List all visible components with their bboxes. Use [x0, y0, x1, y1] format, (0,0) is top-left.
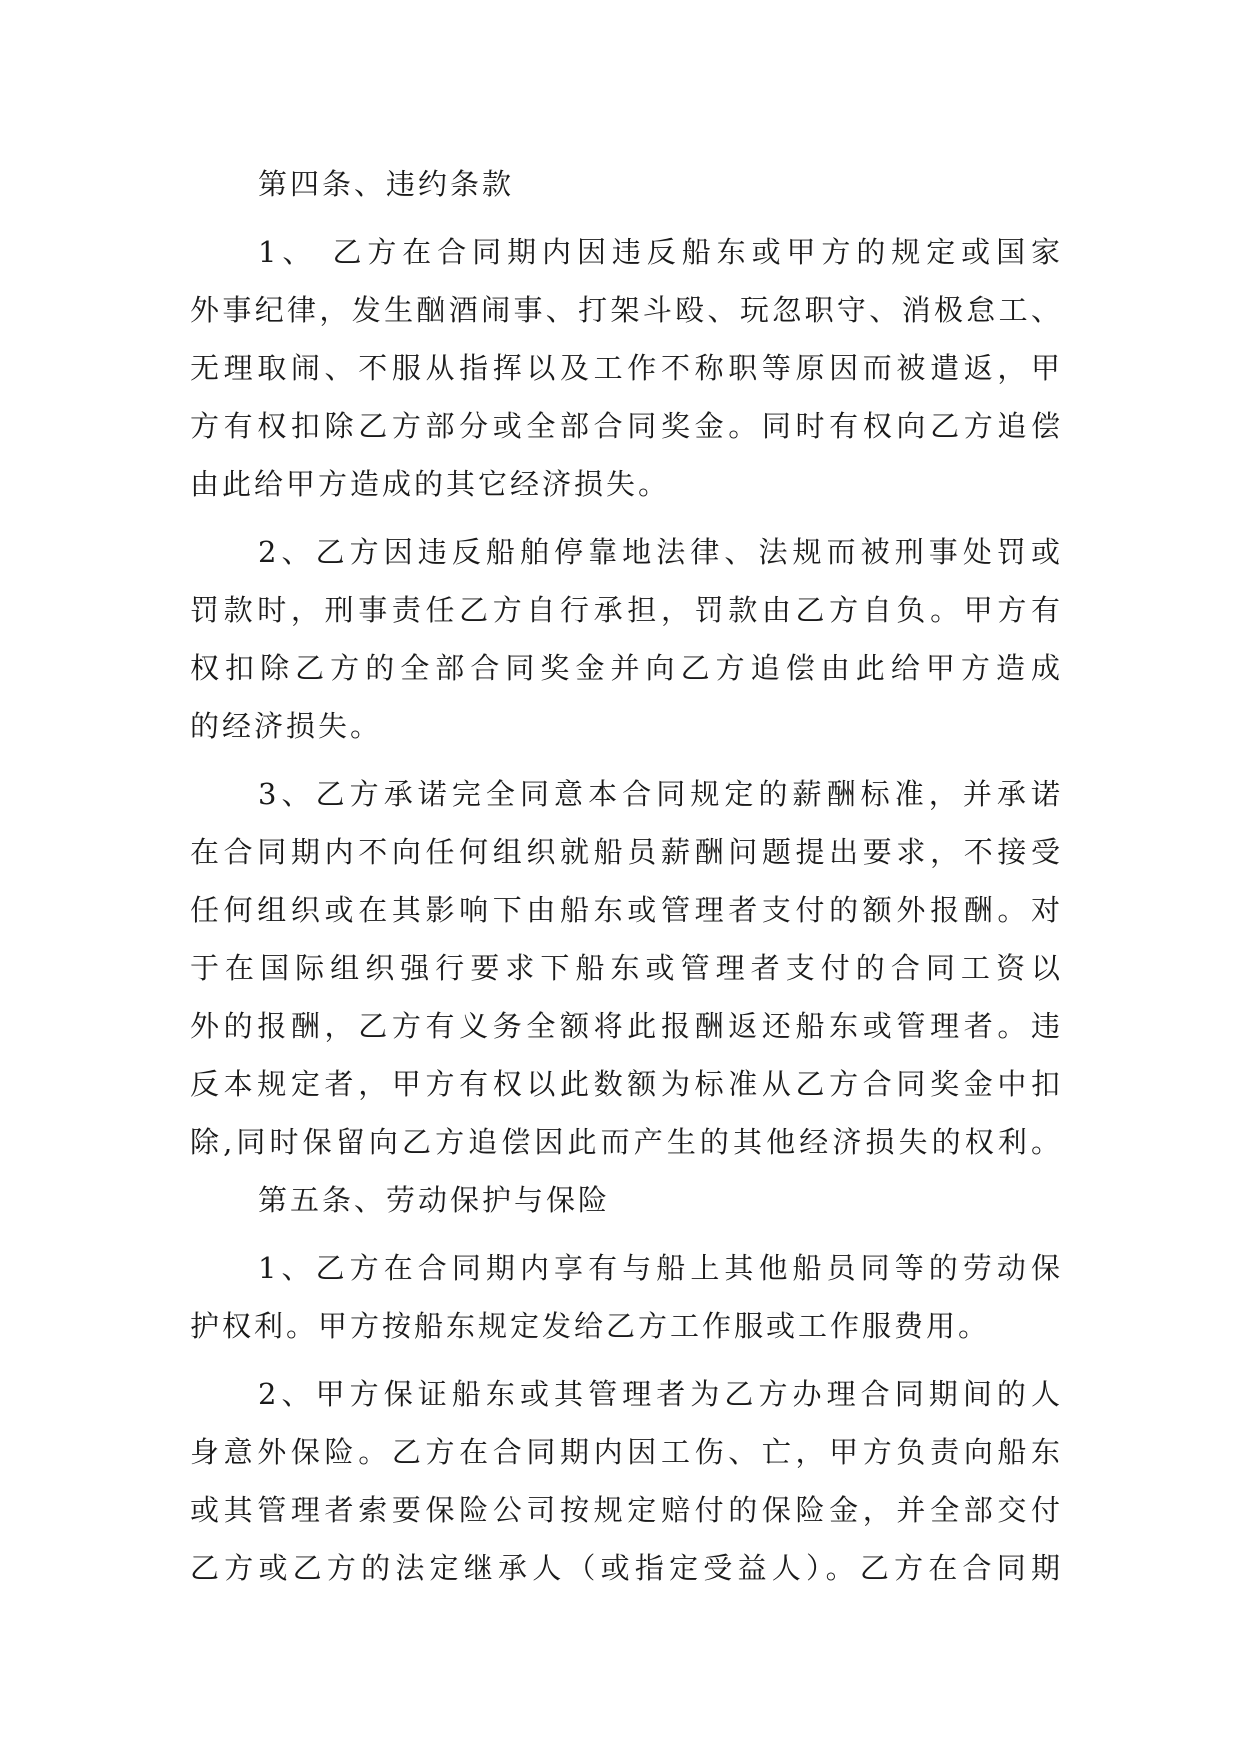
paragraph-5-1 [190, 1239, 1060, 1355]
paragraph-line: 反本规定者，甲方有权以此数额为标准从乙方合同奖金中扣 [190, 1067, 1060, 1101]
paragraph-4-1 [190, 223, 1060, 513]
paragraph-line: 护权利。甲方按船东规定发给乙方工作服或工作服费用。 [190, 1309, 991, 1343]
paragraph-line: 外的报酬，乙方有义务全额将此报酬返还船东或管理者。违 [190, 1009, 1060, 1043]
paragraph-4-2 [190, 523, 1060, 755]
paragraph-line: 乙方或乙方的法定继承人（或指定受益人）。乙方在合同期 [190, 1551, 1060, 1585]
paragraph-line: 除,同时保留向乙方追偿因此而产生的其他经济损失的权利。 [190, 1125, 1060, 1159]
section-heading-article-5: 第五条、劳动保护与保险 [258, 1183, 611, 1217]
paragraph-line: 权扣除乙方的全部合同奖金并向乙方追偿由此给甲方造成 [190, 651, 1060, 685]
paragraph-4-3 [190, 765, 1060, 1171]
document-page [190, 155, 1060, 1597]
paragraph-line: 身意外保险。乙方在合同期内因工伤、亡，甲方负责向船东 [190, 1435, 1060, 1469]
paragraph-line: 2、乙方因违反船舶停靠地法律、法规而被刑事处罚或 [258, 535, 1060, 569]
paragraph-line: 方有权扣除乙方部分或全部合同奖金。同时有权向乙方追偿 [190, 409, 1060, 443]
paragraph-line: 于在国际组织强行要求下船东或管理者支付的合同工资以 [190, 951, 1060, 985]
paragraph-line: 1、乙方在合同期内享有与船上其他船员同等的劳动保 [258, 1251, 1060, 1285]
paragraph-line: 由此给甲方造成的其它经济损失。 [190, 467, 671, 501]
paragraph-line: 任何组织或在其影响下由船东或管理者支付的额外报酬。对 [190, 893, 1060, 927]
paragraph-5-2 [190, 1365, 1060, 1597]
paragraph-line: 在合同期内不向任何组织就船员薪酬问题提出要求，不接受 [190, 835, 1060, 869]
paragraph-line: 2、甲方保证船东或其管理者为乙方办理合同期间的人 [258, 1377, 1060, 1411]
paragraph-line: 3、乙方承诺完全同意本合同规定的薪酬标准，并承诺 [258, 777, 1060, 811]
section-heading-article-4: 第四条、违约条款 [258, 167, 515, 201]
paragraph-line: 无理取闹、不服从指挥以及工作不称职等原因而被遣返，甲 [190, 351, 1060, 385]
paragraph-line: 罚款时，刑事责任乙方自行承担，罚款由乙方自负。甲方有 [190, 593, 1060, 627]
paragraph-line: 1、 乙方在合同期内因违反船东或甲方的规定或国家 [258, 235, 1060, 269]
paragraph-line: 或其管理者索要保险公司按规定赔付的保险金，并全部交付 [190, 1493, 1060, 1527]
paragraph-line: 外事纪律，发生酗酒闹事、打架斗殴、玩忽职守、消极怠工、 [190, 293, 1060, 327]
paragraph-line: 的经济损失。 [190, 709, 383, 743]
